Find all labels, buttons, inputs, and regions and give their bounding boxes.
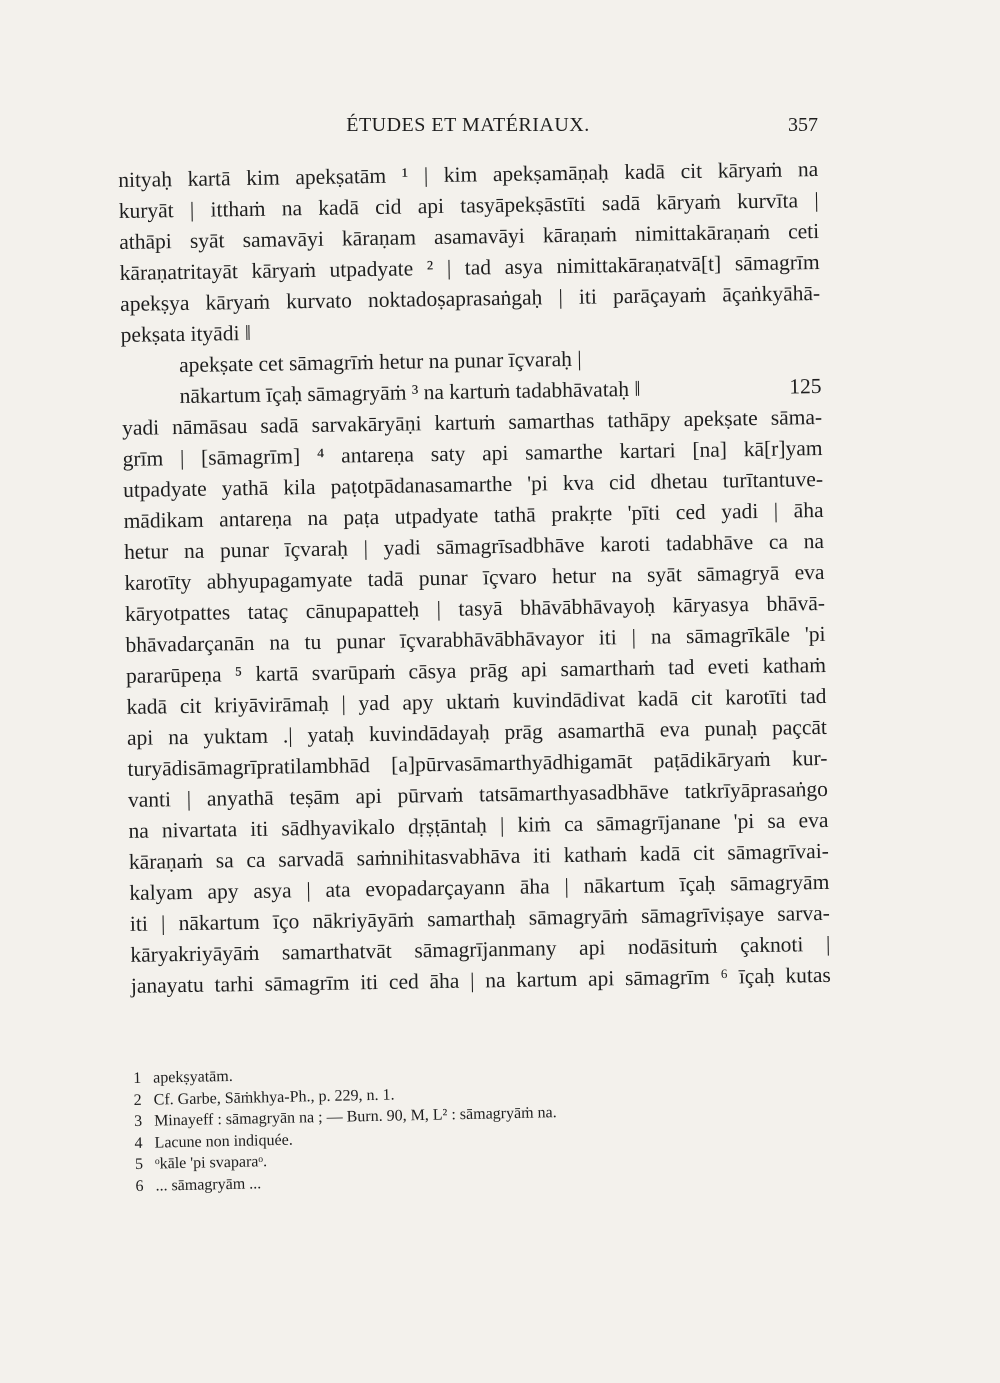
text-line: kuryāt | itthaṁ na kadā cid api tasyāpekṣāstīti sadā kāryaṁ kurvīta | (118, 188, 819, 223)
page-number: 357 (788, 114, 818, 136)
running-title: ÉTUDES ET MATÉRIAUX. (346, 114, 590, 136)
text-line: hetur na punar īçvaraḥ | yadi sāmagrīsadbhāve karoti tadabhāve ca na (123, 528, 825, 564)
text-line: mādikam antareṇa na paṭa utpadyate tathā prakṛte 'pīti ced yadi | āha (123, 497, 824, 533)
footnote-mark: 6 (135, 1177, 144, 1195)
verse-text: nākartum īçaḥ sāmagryāṁ ³ na kartuṁ tadabhāvataḥ ‖ (179, 376, 641, 409)
running-head (118, 110, 818, 140)
text-line: bhāvadarçanān na tu punar īçvarabhāvābhāvayor iti | na sāmagrīkāle 'pi (125, 621, 826, 657)
text-line: kāryakriyāyāṁ samarthatvāt sāmagrījanmany api nodāsituṁ çaknoti | (130, 931, 831, 967)
text-line: utpadyate yathā kila paṭotpādanasamarthe 'pi kva cid dhetau turītantuve- (122, 466, 824, 502)
footnote-text: ᵒkāle 'pi svaparaᵒ. (154, 1153, 268, 1173)
verse-number: 125 (789, 373, 822, 399)
footnote-mark: 5 (134, 1155, 144, 1173)
footnote-text: Lacune non indiquée. (154, 1131, 293, 1152)
text-line: vanti | anyathā teṣām api pūrvaṁ tatsāmarthyasadbhāve tatkrīyāprasaṅgo (127, 776, 829, 812)
text-line: api na yuktam .| yataḥ kuvindādayaḥ prāg asamarthā eva punaḥ paçcāt (126, 714, 828, 750)
text-line: kāryotpattes tataç cānupapatteḥ | tasyā bhāvābhāvayoḥ kāryasya bhāvā- (124, 590, 826, 626)
text-line: pararūpeṇa ⁵ kartā svarūpaṁ cāsya prāg api samarthaṁ tad eveti kathaṁ (125, 652, 827, 688)
text-line: na nivartata iti sādhyavikalo dṛṣṭāntaḥ | kiṁ ca sāmagrījanane 'pi sa eva (128, 807, 829, 843)
text-line: kāraṇatritayāt kāryaṁ utpadyate ² | tad asya nimittakāraṇatvā[t] sāmagrīm (119, 249, 820, 285)
text-line: kadā cit kriyāvirāmaḥ | yad apy uktaṁ kuvindādivat kadā cit karotīti tad (126, 683, 827, 719)
footnotes (133, 1056, 696, 1197)
footnote-text: Minayeff : sāmagryān na ; — Burn. 90, M, L² : sāmagryāṁ na. (153, 1104, 557, 1130)
verse-line: apekṣate cet sāmagrīṁ hetur na punar īçvaraḥ | (178, 346, 582, 378)
text-line: kalyam apy asya | ata evopadarçayann āha | nākartum īçaḥ sāmagryām (129, 869, 830, 905)
footnote-text: ... sāmagryām ... (155, 1174, 262, 1195)
text-line: iti | nākartum īço nākriyāyāṁ samarthaḥ sāmagryāṁ sāmagrīviṣaye sarva- (129, 900, 831, 936)
text-line: grīm | [sāmagrīm] ⁴ antareṇa saty api samarthe kartari [na] kā[r]yam (122, 435, 823, 471)
footnote-mark: 2 (133, 1091, 142, 1109)
text-line: athāpi syāt samavāyi kāraṇam asamavāyi kāraṇaṁ nimittakāraṇaṁ ceti (119, 218, 820, 254)
text-line: yadi nāmāsau sadā sarvakāryāṇi kartuṁ samarthas tathāpy apekṣate sāma- (121, 404, 823, 440)
footnote-mark: 1 (133, 1069, 142, 1087)
text-line: apekṣya kāryaṁ kurvato noktadoṣaprasaṅgaḥ | iti parāçayaṁ āçaṅkyāhā- (119, 280, 821, 316)
text-line: kāraṇaṁ sa ca sarvadā saṁnihitasvabhāva iti kathaṁ kadā cit sāmagrīvai- (128, 838, 830, 874)
text-line: karotīty abhyupagamyate tadā punar īçvaro hetur na syāt sāmagryā eva (124, 559, 825, 595)
footnote-mark: 3 (133, 1112, 143, 1130)
text-line: pekṣata ityādi ‖ (120, 320, 252, 347)
footnote-text: Cf. Garbe, Sāṁkhya-Ph., p. 229, n. 1. (153, 1086, 395, 1109)
text-line: janayatu tarhi sāmagrīm iti ced āha | na kartum api sāmagrīm ⁶ īçaḥ kutas (130, 962, 831, 998)
footnote-text: apekṣyatām. (153, 1067, 233, 1087)
text-line: nityaḥ kartā kim apekṣatām ¹ | kim apekṣamāṇaḥ kadā cit kāryaṁ na (118, 157, 819, 192)
text-line: turyādisāmagrīpratilambhād [a]pūrvasāmarthyādhigamāt paṭādikāryaṁ kur- (127, 745, 828, 781)
footnote-mark: 4 (134, 1134, 143, 1152)
body-text (118, 154, 831, 1002)
